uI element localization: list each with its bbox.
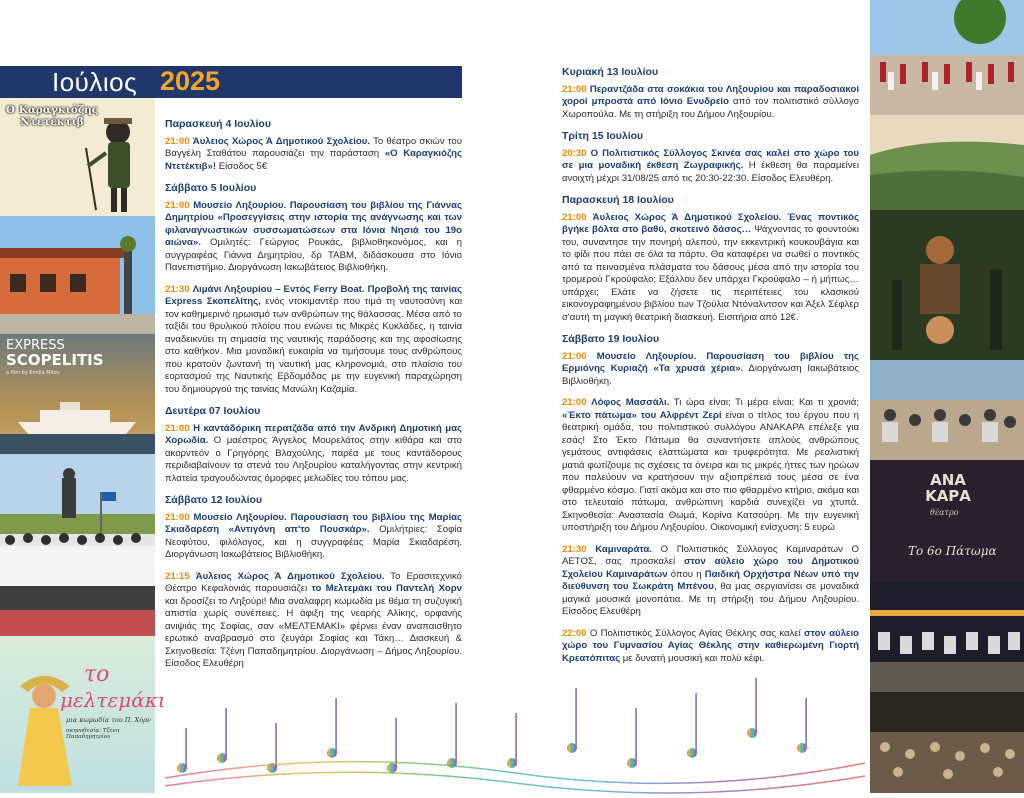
event-time: 21:00 <box>165 422 190 434</box>
month-header <box>0 66 462 98</box>
orchestra-photo <box>870 582 1024 692</box>
right-photo-strip <box>870 0 1024 793</box>
event-entry <box>562 212 859 325</box>
event-venue: Λόφος Μασσάλι. <box>591 397 670 408</box>
event-venue: Άυλειος Χώρος Ά Δημοτικού Σχολείου. <box>192 135 371 147</box>
event-text: και δροσίζει το Ληξούρι! Μια αναλαφρη κωμωδία με θέμα τη συζυγική απιστία χωρίς συνέπειες. Η άφιξη της νεαρής Αλίκης, ορφανής ανιψιάς της Σοφίας, σαν «ΜΕΛΤΕΜΑΚΙ» φέρνει έναν αναπαισθητο ερωτικό αναβρασμό στο ζευγάρι Σοφίας και Τάκη… Διασκευή & Σκηνοθεσία: Τζένη Παπαδημητρίου. Διοργάνωση – Δήμος Ληξουρίου. Είσοδος Ελευθέρη <box>165 595 462 669</box>
day-heading: Σάββατο 19 Ιουλίου <box>562 333 660 345</box>
event-time: 21:00 <box>165 199 190 211</box>
event-time: 22:00 <box>562 627 587 639</box>
dancers-photo <box>870 0 1024 115</box>
day-heading: Σάββατο 5 Ιουλίου <box>165 182 257 194</box>
event-text: Η έκθεση θα παραμείνει ανοιχτή μέχρι 31/08/25 από τις 20:30-22:30. Είσοδος Ελευθέρη. <box>562 160 859 184</box>
event-text: Ο Πολιτιστικός Σύλλογος Καμιναράτων Ο ΑΕΤΟΣ, σας προσκαλεί <box>562 543 859 567</box>
book-presentation-photo <box>870 360 1024 460</box>
event-text: όπου η <box>667 568 705 580</box>
event-text: Διοργάνωση Ιακωβάτειος Βιβλιοθήκη. <box>562 363 859 387</box>
hills-photo <box>870 115 1024 210</box>
meltemaki-poster <box>0 636 166 793</box>
event-highlight: Παιδική Ορχήστρα Νέων υπό την διεύθυνση του Σωκράτη Μπένου <box>562 568 859 592</box>
event-time: 21:15 <box>165 570 190 582</box>
event-time: 21:00 <box>562 350 587 362</box>
event-entry <box>165 512 462 562</box>
anakara-play-title: Το 6ο Πάτωμα <box>908 544 997 558</box>
event-time: 21:00 <box>165 135 190 147</box>
express-title: EXPRESS <box>6 338 65 353</box>
event-entry <box>165 423 462 486</box>
event-text: , θα μας σεργιανίσει σε μοναδικά μαγικά μουσικά μονοπάτια. Με τη στήριξη του Δήμου Ληξουρίου. Είσοδος Ελευθέρη <box>562 581 859 617</box>
event-entry <box>562 397 859 535</box>
music-notes-decoration <box>165 668 865 793</box>
meltemaki-title: το <box>84 662 110 687</box>
event-highlight: το Μελτεμάκι του Παντελή Χορν <box>311 583 462 594</box>
event-text: Το θέατρο σκιών του Βαγγέλη Σταθάτου παρουσιάζει την παράσταση <box>165 135 462 159</box>
event-text: ενός ντοκιμαντέρ που τιμά τη ναυτοσύνη και τον καθημερινό ηρωισμό των ανθρώπων της θάλασσας. Μέσα από το ταξίδι του θρυλικού πλοίου που ενώνει τις Μικρές Κυκλάδες, η ταινία αναδεικνύει τη σημασία της ναυτικής παράδοσης και της αφοσίωσης στο καθήκον. Μια μοναδική ευκαιρία να τιμήσουμε τους ανθρώπους που κρατούν ζωντανή τη ναυτική μας κληρονομιά, στο πλαίσιο του εορτασμού της Ναυτικής Εβδομάδας με την ευγενική παραχώρηση του δημιουργού της ταινίας Μανώλη Καζαμία. <box>165 296 462 395</box>
event-venue: Ο Πολιτιστικός Σύλλογος Σκινέα σας καλεί στο χώρο του σε μια μοναδική έκθεση Ζωγραφικής. <box>562 147 859 171</box>
event-time: 21:00 <box>165 511 190 523</box>
event-time: 21:00 <box>562 83 587 95</box>
event-time: 20:30 <box>562 147 587 159</box>
event-venue: Περαντζάδα στα σοκάκια του Ληξουρίου και παραδοσιακοί χοροί μπροστά από Ιόνιο Ενυδρείο <box>562 83 859 107</box>
anakara-logo: ΑΝΑ ΚΑΡΑ <box>925 471 971 505</box>
meltemaki-subtitle: μια κωμωδία του Π. Χόρν <box>66 716 151 724</box>
events-column-2 <box>562 66 859 674</box>
festival-crowd-photo <box>870 692 1024 793</box>
event-entry <box>562 84 859 122</box>
express-title-2: SCOPELITIS <box>6 351 104 369</box>
event-venue: Καμιναράτα. <box>595 543 652 555</box>
event-entry <box>562 544 859 619</box>
event-entry <box>165 571 462 671</box>
event-text: με δυνατή μουσική και πολύ κέφι. <box>620 652 765 664</box>
event-venue: Λιμάνι Ληξουρίου – Εντός Ferry Boat. Προβολή της ταινίας Express Σκοπελίτης, <box>165 283 462 307</box>
month-title: Ιούλιος <box>52 67 138 97</box>
event-time: 21:30 <box>165 283 190 295</box>
ferry-illustration <box>0 334 155 454</box>
woman-silhouette <box>0 636 155 793</box>
karagiozis-caption: Ο Καραγκιόζης Ντετέκτιβ <box>5 104 99 128</box>
event-highlight: στον αύλειο χώρο του Γυμνασίου Αγίας Θέκλης στην καθιερωμένη Γιορτή Κρεατόπιτας <box>562 627 859 664</box>
event-entry <box>165 284 462 397</box>
choir-photo <box>0 454 155 636</box>
day-heading: Κυριακή 13 Ιουλίου <box>562 66 659 78</box>
event-text: Ο μαέστρος Άγγελος Μουρελάτος στην κιθάρα και στο ακορντεόν ο Γρηγόρης Βλαχούλης, παρέα με τους καντάδορους περιδιαβαίνουν τα στενά του Ληξουρίου καταλήγοντας στην κεντρική πλατεία τραγουδώντας όμορφες μελωδίες του τόπου μας. <box>165 435 462 484</box>
meltemaki-title-2: μελτεμάκι <box>60 688 166 712</box>
anakara-subtitle: θέατρο <box>930 508 959 517</box>
event-text: είναι ο τίτλος του έργου που η θεατρική ομάδα, του πολιτιστικού συλλόγου ΑΝΑΚΑΡΑ επέλεξε για εσάς! Στο Έκτο Πάτωμα θα συναντήσετε απλούς ανθρώπους γεμάτους αντιφάσεις ελαττώματα και τρυφερότητα. Με ρεαλιστική ματιά φωτίζουμε τις σχέσεις τα όνειρα και τις μικρές ήττες των ηρώων που παλεύουν να κρατήσουν την αξιοπρέπειά τους μέσα σε ένα φθαρμένο κόσμο. Γιατί ακόμα και στο πιο φθαρμένο κτήριο, ακόμα και στο τελευταίο πάτωμα, ανθρώπινη καρδιά συνεχίζει να χτυπά. Σκηνοθεσία: Αναστασία Θωμά, Κορίνα Κατσούρη. Με την ευγενική υποστήριξη του Δήμου Ληξουρίου. Οικονομική ενίσχυση: 5 ευρώ <box>562 409 859 533</box>
event-text: Είσοδος 5€ <box>216 160 268 172</box>
event-entry <box>562 148 859 186</box>
event-text: από τον πολιτιστικό σύλλογο Χωροπούλα. Με τη στήριξη του Δήμου Ληξουρίου. <box>562 96 859 120</box>
event-time: 21:00 <box>562 397 587 408</box>
event-entry <box>165 136 462 174</box>
event-text: Ο Πολιτιστικός Σύλλογος Αγίας Θέκλης σας καλεί <box>589 627 801 639</box>
event-venue: Άυλειος Χώρος Ά Δημοτικού Σχολείου. <box>195 570 385 582</box>
event-entry <box>165 200 462 275</box>
event-text: Ομιλητές: Γεώργιος Ρουκάς, βιβλιοθηκονόμος, και η συγγραφέας Γιάννα Δημητρίου, δρ ΤΑΒΜ, διδάσκουσα στο Ιόνιο Πανεπιστήμιο. Διοργάνωση Ιακωβάτειος Βιβλιοθήκη. <box>165 237 462 273</box>
anakara-poster <box>870 460 1024 582</box>
event-venue: Η καντάδόρικη περατζάδα από την Ανδρική Δημοτική μας Χορωδία. <box>165 422 462 446</box>
karagiozis-poster <box>0 98 155 216</box>
express-scopelitis-poster <box>0 334 155 454</box>
day-heading: Παρασκευή 4 Ιουλίου <box>165 118 271 130</box>
event-venue: Μουσείο Ληξουρίου. Παρουσίαση του βιβλίου της Γιάννας Δημητρίου «Προσεγγίσεις στην ιστορία της ανάγνωσης και των φιλαναγνωστικών συσσωματώσεων στα Ιόνια Νησιά του 19ο αιώνα». <box>165 199 462 248</box>
event-venue: Άυλειος Χώρος Ά Δημοτικού Σχολείου. Ένας ποντικός βγήκε βόλτα στο βαθύ, σκοτεινό δάσος… <box>562 211 860 235</box>
year-title: 2025 <box>160 66 221 96</box>
event-entry <box>562 628 859 666</box>
event-text: Τι ώρα είναι; Τι μέρα είναι; Και τι χρονιά; <box>669 397 860 408</box>
event-highlight: «Έκτο πάτωμα» του Αλφρέντ Ζερί <box>562 409 722 421</box>
day-heading: Δευτέρα 07 Ιουλίου <box>165 405 261 417</box>
events-column-1 <box>165 118 462 680</box>
event-highlight: «Ο Καραγκιόζης Ντετέκτιβ»! <box>165 148 462 172</box>
event-entry <box>562 351 859 389</box>
day-heading: Σάββατο 12 Ιουλίου <box>165 494 263 506</box>
meltemaki-subtitle-2: σκηνοθεσία: Τζένη Παπαδημητρίου <box>66 728 120 740</box>
event-venue: Μουσείο Ληξουρίου. Παρουσίαση του βιβλίου της Ερμιόνης Κυριαζή «Τα χρυσά χέρια». <box>562 350 859 374</box>
day-heading: Τρίτη 15 Ιουλίου <box>562 130 644 142</box>
left-photo-strip <box>0 0 166 793</box>
event-text: Ψάχνοντας το φουντούκι του, συναντησε την πονηρή αλεπού, την εκκεντρική κουκουβάγια και το φίδι που πάει σε όλα τα πάρτυ. Θα καταφέρει να σωθεί ο ποντικός από τα πεινασμένα πλάσματα του δάσους μέσα από την ιστορία του τρομερού Γκρούφαλο; Εξάλλου δεν υπάρχει Γκρούφαλο – ή μήπως… υπάρχει; Ελάτε να ζήσετε τις περιπέτειες του κλασικού εικονογραφημένου βιβλίου των Τζούλια Ντόναλντσον και Άξελ Σέφλερ σ'αυτή τη μαγική θεατρική διασκευή. Εισιτήρια από 12€. <box>562 224 859 323</box>
event-highlight: στον αύλειο χώρο του Δημοτικού Σχολείου Καμιναράτων <box>562 556 859 580</box>
day-heading: Παρασκευή 18 Ιουλίου <box>562 194 674 206</box>
event-time: 21:00 <box>562 211 587 223</box>
express-subtitle: a film by Emilia Milou <box>6 370 60 376</box>
museum-photo <box>0 216 155 334</box>
event-time: 21:30 <box>562 543 587 555</box>
gruffalo-stage-photo <box>870 210 1024 360</box>
event-text: Ομιλήτριες: Σοφία Νεοφύτου, φιλόλογος, και η συγγραφέας Μαρία Σκιαδαρέση. Διοργάνωση Ιακωβάτειος Βιβλιοθήκη. <box>165 524 462 560</box>
event-text: Το Ερασιτεχνικό Θέατρο Κεφαλονιάς παρουσιάζει <box>165 570 462 594</box>
event-venue: Μουσείο Ληξουρίου. Παρουσίαση του βιβλίου της Μαρίας Σκιαδαρέση «Αντιγόνη απ'το Πουσκάρ». <box>165 511 462 535</box>
